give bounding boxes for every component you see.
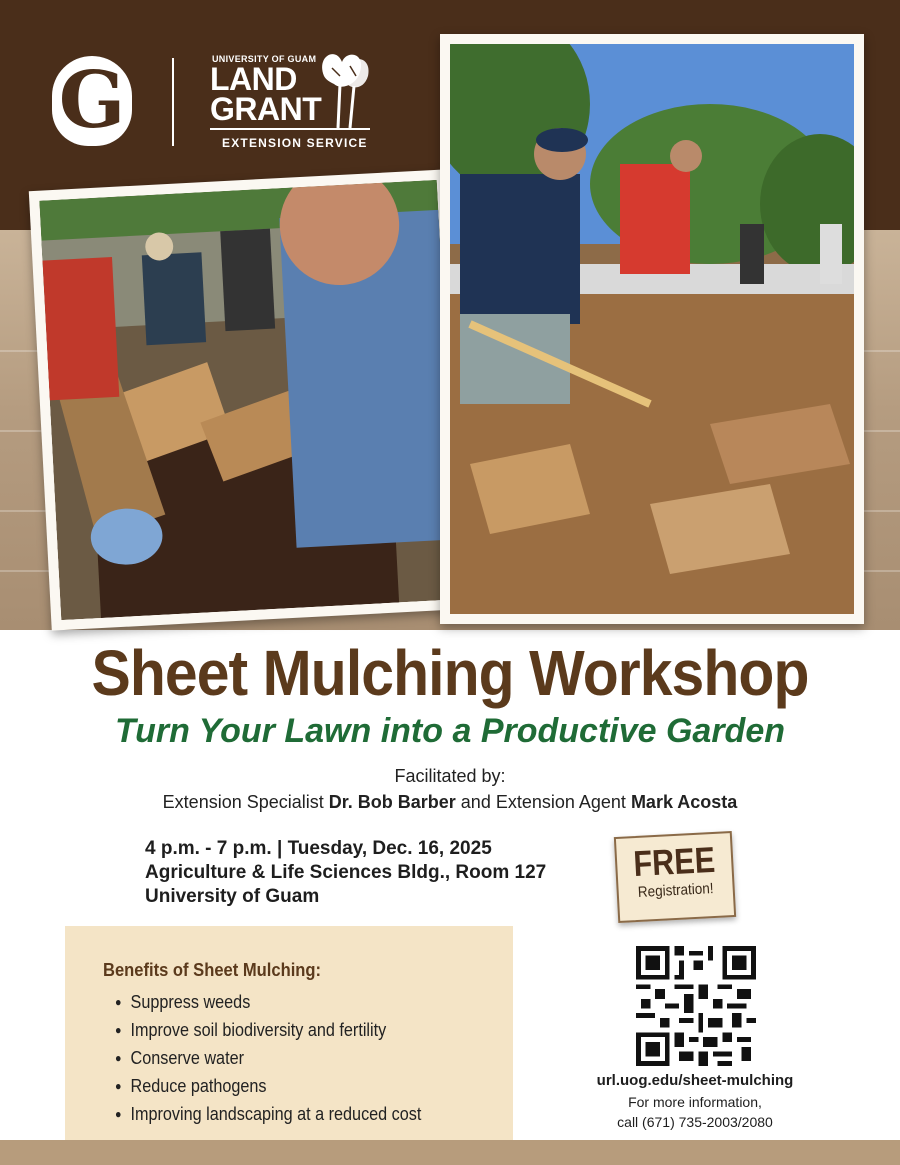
facilitated-label: Facilitated by: bbox=[394, 766, 506, 786]
benefit-item: ● Reduce pathogens bbox=[115, 1072, 421, 1100]
facilitator-name-1: Dr. Bob Barber bbox=[328, 792, 456, 812]
benefits-list bbox=[115, 988, 455, 1128]
facilitator-prefix-1: Extension Specialist bbox=[162, 792, 329, 812]
workshop-photo-right bbox=[440, 34, 864, 624]
event-location: Agriculture & Life Sciences Bldg., Room 127 bbox=[145, 862, 547, 883]
workshop-subtitle: Turn Your Lawn into a Productive Garden bbox=[114, 712, 786, 750]
land-grant-university-label: UNIVERSITY OF GUAM bbox=[212, 54, 317, 64]
benefit-item: ● Improve soil biodiversity and fertility bbox=[115, 1016, 421, 1044]
benefits-box bbox=[65, 926, 513, 1142]
benefit-item: ● Suppress weeds bbox=[115, 988, 421, 1016]
facilitator-prefix-2: and Extension Agent bbox=[455, 792, 631, 812]
facilitators-line bbox=[0, 792, 900, 813]
uog-g-logo: G bbox=[52, 56, 132, 146]
footer-band bbox=[0, 1140, 900, 1165]
benefit-item: ● Conserve water bbox=[115, 1044, 421, 1072]
benefits-title: Benefits of Sheet Mulching: bbox=[103, 960, 322, 980]
land-grant-land-word: LAND bbox=[210, 61, 297, 97]
free-registration-badge bbox=[614, 831, 736, 923]
logo-divider bbox=[172, 58, 174, 146]
taro-leaf-icon bbox=[316, 46, 374, 130]
phone-number: call (671) 735-2003/2080 bbox=[617, 1114, 773, 1130]
registration-word: Registration! bbox=[637, 880, 714, 901]
more-info-text: For more information, bbox=[628, 1094, 762, 1110]
free-word: FREE bbox=[632, 838, 717, 885]
workshop-photo-left bbox=[29, 169, 469, 630]
qr-code-icon[interactable] bbox=[636, 946, 756, 1066]
land-grant-extension-label: EXTENSION SERVICE bbox=[222, 136, 368, 150]
workshop-title: Sheet Mulching Workshop bbox=[91, 637, 809, 709]
benefit-item: ● Improving landscaping at a reduced cost bbox=[115, 1100, 421, 1128]
event-campus: University of Guam bbox=[145, 886, 320, 907]
registration-url[interactable]: url.uog.edu/sheet-mulching bbox=[596, 1072, 794, 1089]
facilitator-name-2: Mark Acosta bbox=[630, 792, 738, 812]
land-grant-grant-word: GRANT bbox=[210, 91, 322, 127]
event-time-date: 4 p.m. - 7 p.m. | Tuesday, Dec. 16, 2025 bbox=[145, 838, 492, 859]
